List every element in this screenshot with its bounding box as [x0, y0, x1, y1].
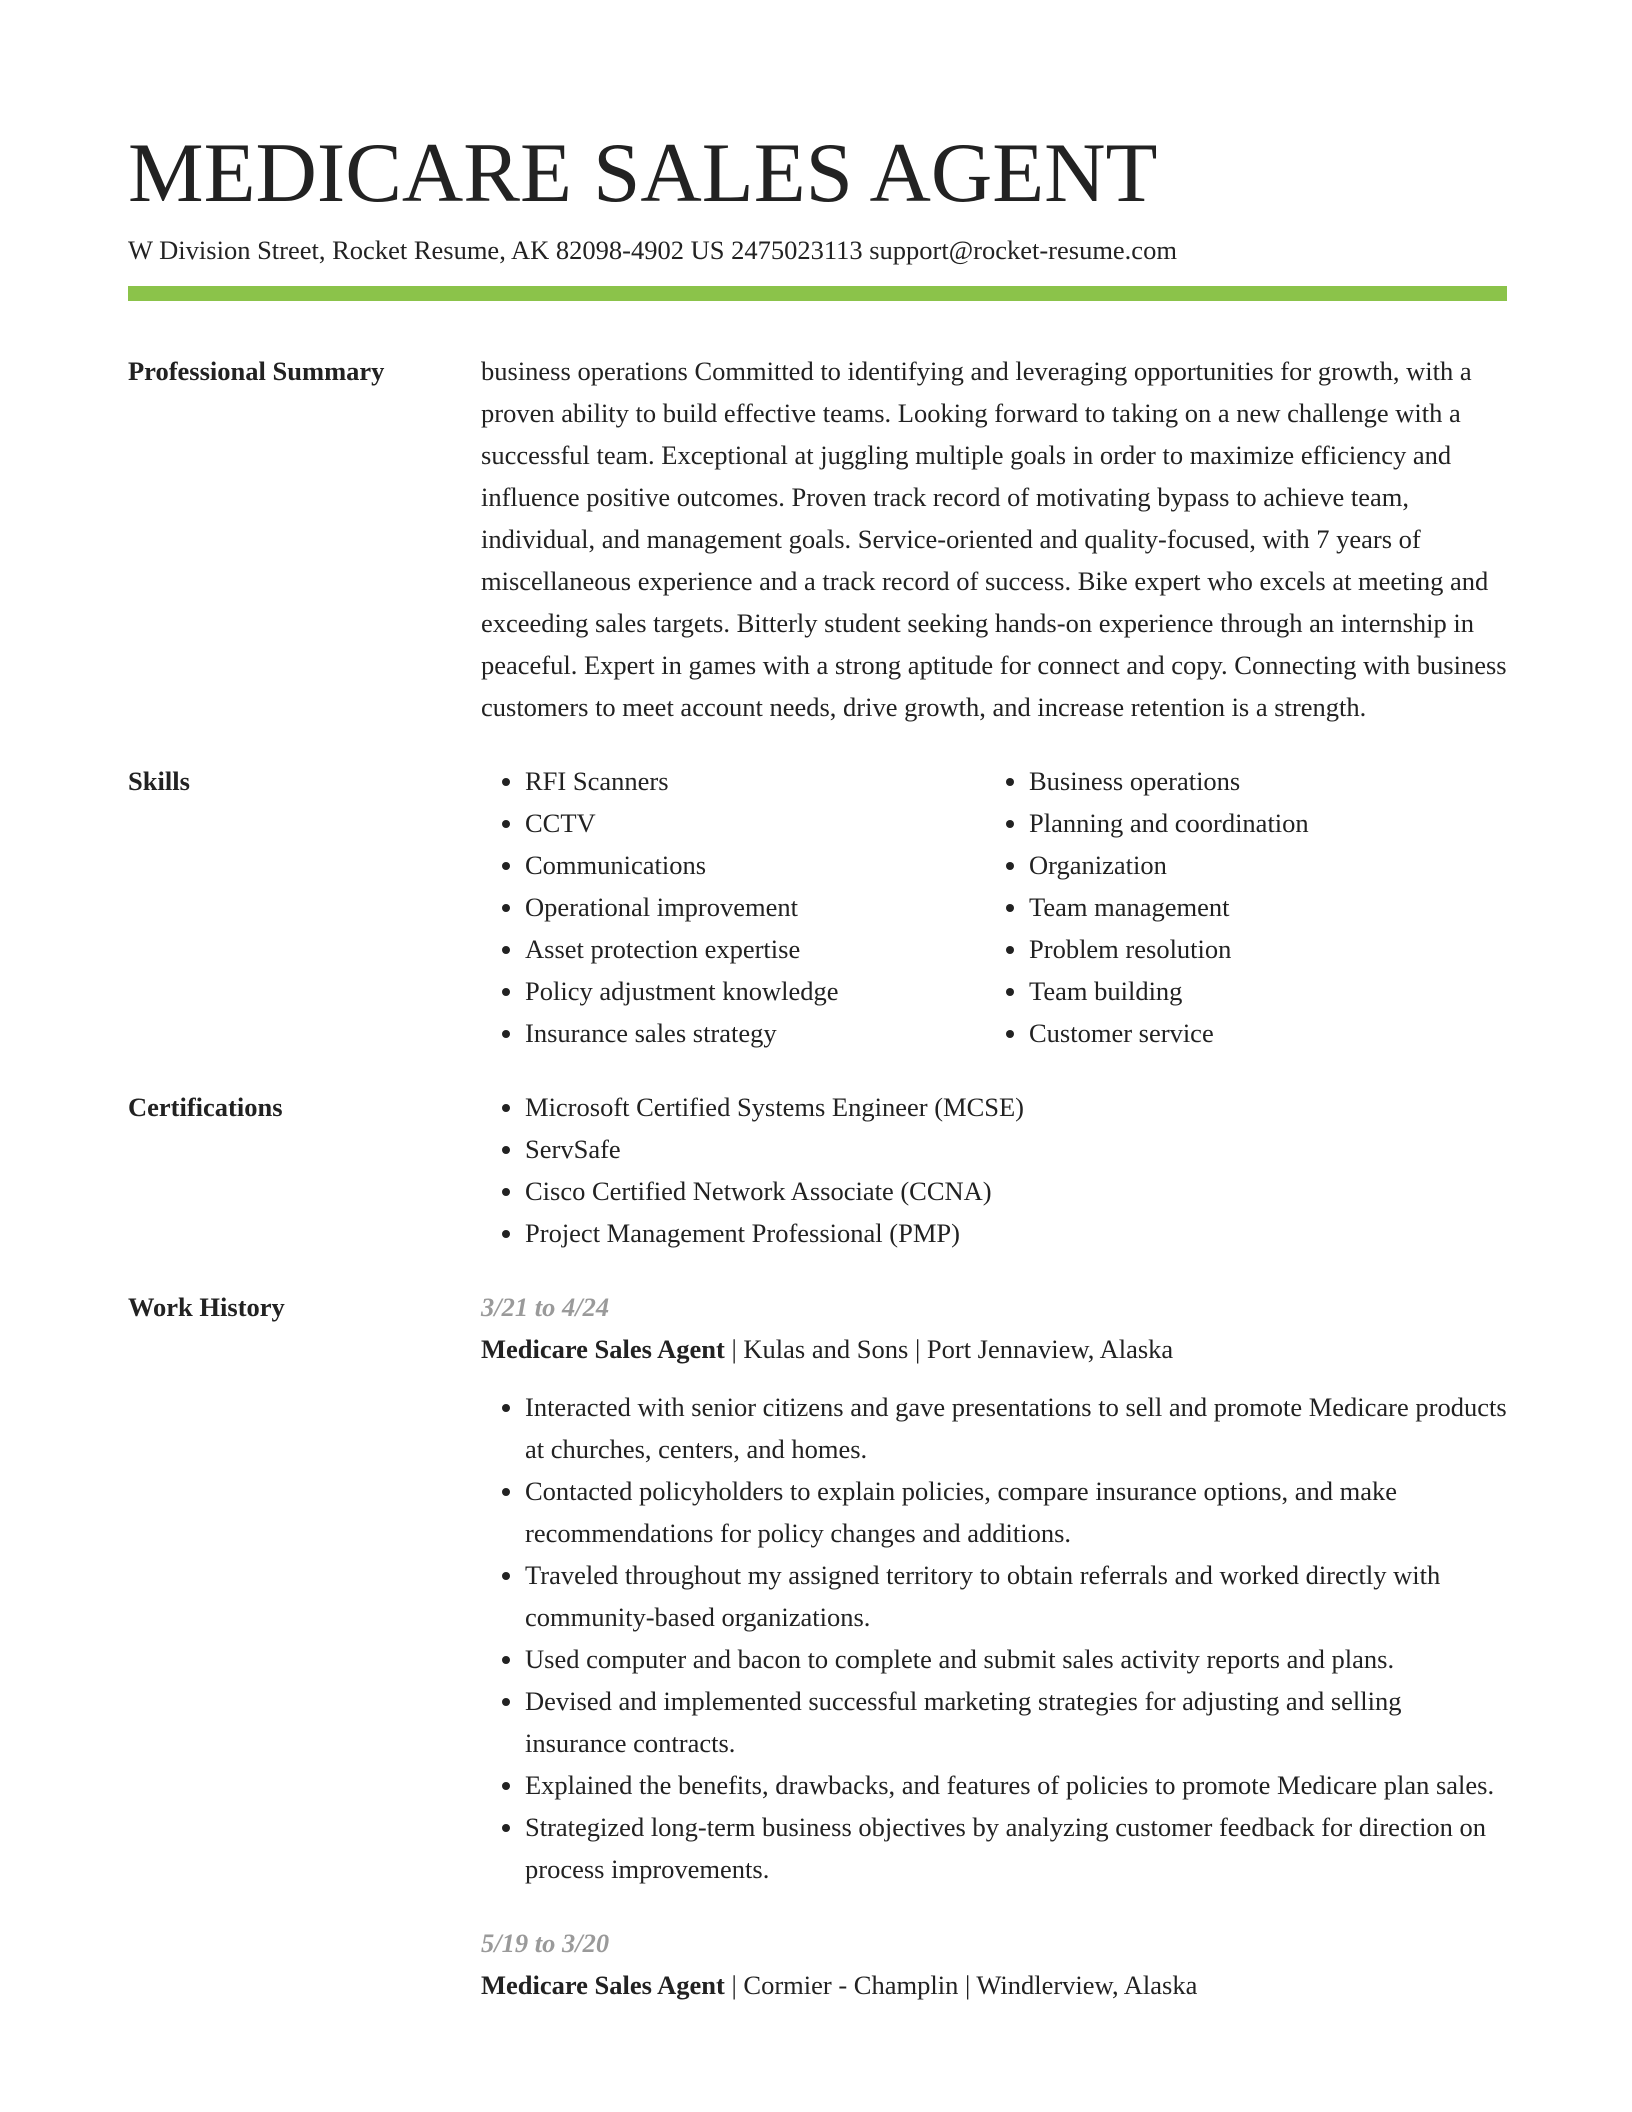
job-bullet: • Traveled throughout my assigned territory to obtain referrals and worked directly with community-based organizations.: [525, 1554, 1507, 1638]
jobs-list: [481, 1286, 1507, 2006]
skill-item: • Organization: [1029, 844, 1507, 886]
skill-item: • Customer service: [1029, 1012, 1507, 1054]
certifications-list: [481, 1086, 1507, 1254]
certifications-section: [128, 1086, 1507, 1254]
header-accent-rule: [128, 286, 1507, 301]
job-separator: |: [908, 1334, 927, 1364]
skills-grid: [481, 760, 1507, 1054]
job-title: Medicare Sales Agent: [481, 1970, 725, 2000]
skill-item: • Business operations: [1029, 760, 1507, 802]
job-location: Windlerview, Alaska: [976, 1970, 1198, 2000]
resume-header: [128, 126, 1507, 301]
skill-item: • CCTV: [525, 802, 985, 844]
job-heading: [481, 1328, 1507, 1370]
skill-item: • Problem resolution: [1029, 928, 1507, 970]
work-history-section: [128, 1286, 1507, 2006]
skill-item: • Planning and coordination: [1029, 802, 1507, 844]
skill-item: • Communications: [525, 844, 985, 886]
job-bullet: • Used computer and bacon to complete and submit sales activity reports and plans.: [525, 1638, 1507, 1680]
skills-column-list: [985, 760, 1507, 1054]
section-label: Work History: [128, 1292, 285, 1322]
job-separator: |: [724, 1334, 744, 1364]
job-title: Medicare Sales Agent: [481, 1334, 725, 1364]
job-separator: |: [958, 1970, 977, 2000]
job-separator: |: [724, 1970, 744, 2000]
resume-name-title: MEDICARE SALES AGENT: [128, 126, 1158, 220]
resume-sections: [128, 350, 1507, 2006]
summary-paragraph: business operations Committed to identifying and leveraging opportunities for growth, with a proven ability to build effective teams. Looking forward to taking on a new challenge with a successful team. Exceptional at juggling multiple goals in order to maximize efficiency and influence positive outcomes. Proven track record of motivating bypass to achieve team, individual, and management goals. Service-oriented and quality-focused, with 7 years of miscellaneous experience and a track record of success. Bike expert who excels at meeting and exceeding sales targets. Bitterly student seeking hands-on experience through an internship in peaceful. Expert in games with a strong aptitude for connect and copy. Connecting with business customers to meet account needs, drive growth, and increase retention is a strength.: [481, 356, 1507, 722]
certification-item: • ServSafe: [525, 1128, 1507, 1170]
certification-item: • Cisco Certified Network Associate (CCNA): [525, 1170, 1507, 1212]
job-dates: 3/21 to 4/24: [481, 1292, 610, 1322]
job-location: Port Jennaview, Alaska: [926, 1334, 1174, 1364]
job-heading: [481, 1964, 1507, 2006]
job-bullet: • Strategized long-term business objectives by analyzing customer feedback for direction on process improvements.: [525, 1806, 1507, 1890]
skill-item: • Policy adjustment knowledge: [525, 970, 985, 1012]
skills-column-list: [481, 760, 985, 1054]
professional-summary-section: [128, 350, 1507, 728]
job-bullet: • Contacted policyholders to explain policies, compare insurance options, and make recommendations for policy changes and additions.: [525, 1470, 1507, 1554]
job-bullet-list: [481, 1386, 1507, 1890]
skills-section: [128, 760, 1507, 1054]
skill-item: • RFI Scanners: [525, 760, 985, 802]
job-company: Kulas and Sons: [743, 1334, 909, 1364]
section-label: Professional Summary: [128, 356, 385, 386]
job-bullet: • Explained the benefits, drawbacks, and features of policies to promote Medicare plan sales.: [525, 1764, 1507, 1806]
section-label: Skills: [128, 766, 190, 796]
job-dates: 5/19 to 3/20: [481, 1928, 610, 1958]
skill-item: • Operational improvement: [525, 886, 985, 928]
job-company: Cormier - Champlin: [743, 1970, 959, 2000]
skill-item: • Insurance sales strategy: [525, 1012, 985, 1054]
contact-line: W Division Street, Rocket Resume, AK 82098-4902 US 2475023113 support@rocket-resume.com: [128, 235, 1177, 265]
skill-item: • Team management: [1029, 886, 1507, 928]
certification-item: • Microsoft Certified Systems Engineer (MCSE): [525, 1086, 1507, 1128]
skill-item: • Asset protection expertise: [525, 928, 985, 970]
job-entry: [481, 1286, 1507, 1890]
certification-item: • Project Management Professional (PMP): [525, 1212, 1507, 1254]
job-bullet: • Devised and implemented successful marketing strategies for adjusting and selling insurance contracts.: [525, 1680, 1507, 1764]
job-bullet: • Interacted with senior citizens and gave presentations to sell and promote Medicare products at churches, centers, and homes.: [525, 1386, 1507, 1470]
section-label: Certifications: [128, 1092, 283, 1122]
job-entry: [481, 1922, 1507, 2006]
skill-item: • Team building: [1029, 970, 1507, 1012]
